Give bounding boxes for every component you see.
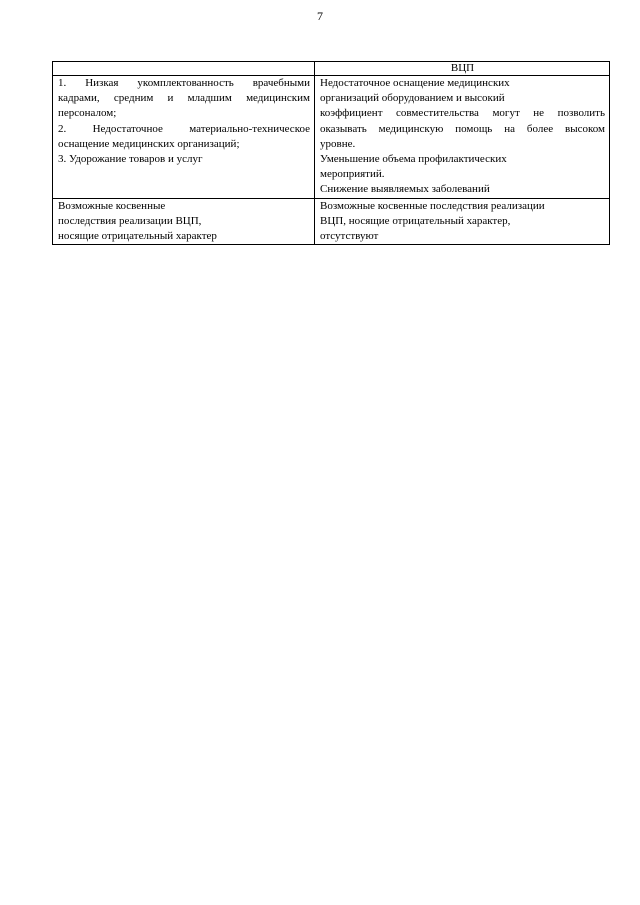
text-line: оказывать медицинскую помощь на более высоком [320,122,605,135]
header-cell-vcp: ВЦП [315,62,610,76]
text-line: отсутствуют [320,230,379,243]
indirect-effects-label-cell [53,198,315,245]
text-line: 2. Недостаточное материально-техническое [58,122,310,135]
text-line: Снижение выявляемых заболеваний [320,183,490,196]
table-header-row [53,62,610,76]
risk-factors-cell [53,76,315,199]
text-line: Уменьшение объема профилактических [320,153,507,166]
text-line: носящие отрицательный характер [58,230,217,243]
risk-table [52,61,610,245]
text-line: Возможные косвенные [58,199,166,212]
header-cell-empty [53,62,315,76]
text-line: 3. Удорожание товаров и услуг [58,153,203,166]
text-line: Недостаточное оснащение медицинских [320,77,510,89]
text-line: мероприятий. [320,168,385,181]
text-line: Возможные косвенные последствия реализации [320,199,545,212]
text-line: 1. Низкая укомплектованность врачебными [58,77,310,89]
page-number: 7 [317,9,323,23]
text-line: оснащение медицинских организаций; [58,137,240,150]
indirect-effects-value-cell [315,198,610,245]
table-row [53,198,610,245]
text-line: уровне. [320,137,356,150]
risk-consequences-cell [315,76,610,199]
text-line: организаций оборудованием и высокий [320,92,505,105]
text-line: последствия реализации ВЦП, [58,214,202,227]
text-line: ВЦП, носящие отрицательный характер, [320,214,511,227]
table-row [53,76,610,199]
text-line: персоналом; [58,107,117,120]
text-line: коэффициент совместительства могут не позволить [320,107,605,120]
text-line: кадрами, средним и младшим медицинским [58,92,310,105]
